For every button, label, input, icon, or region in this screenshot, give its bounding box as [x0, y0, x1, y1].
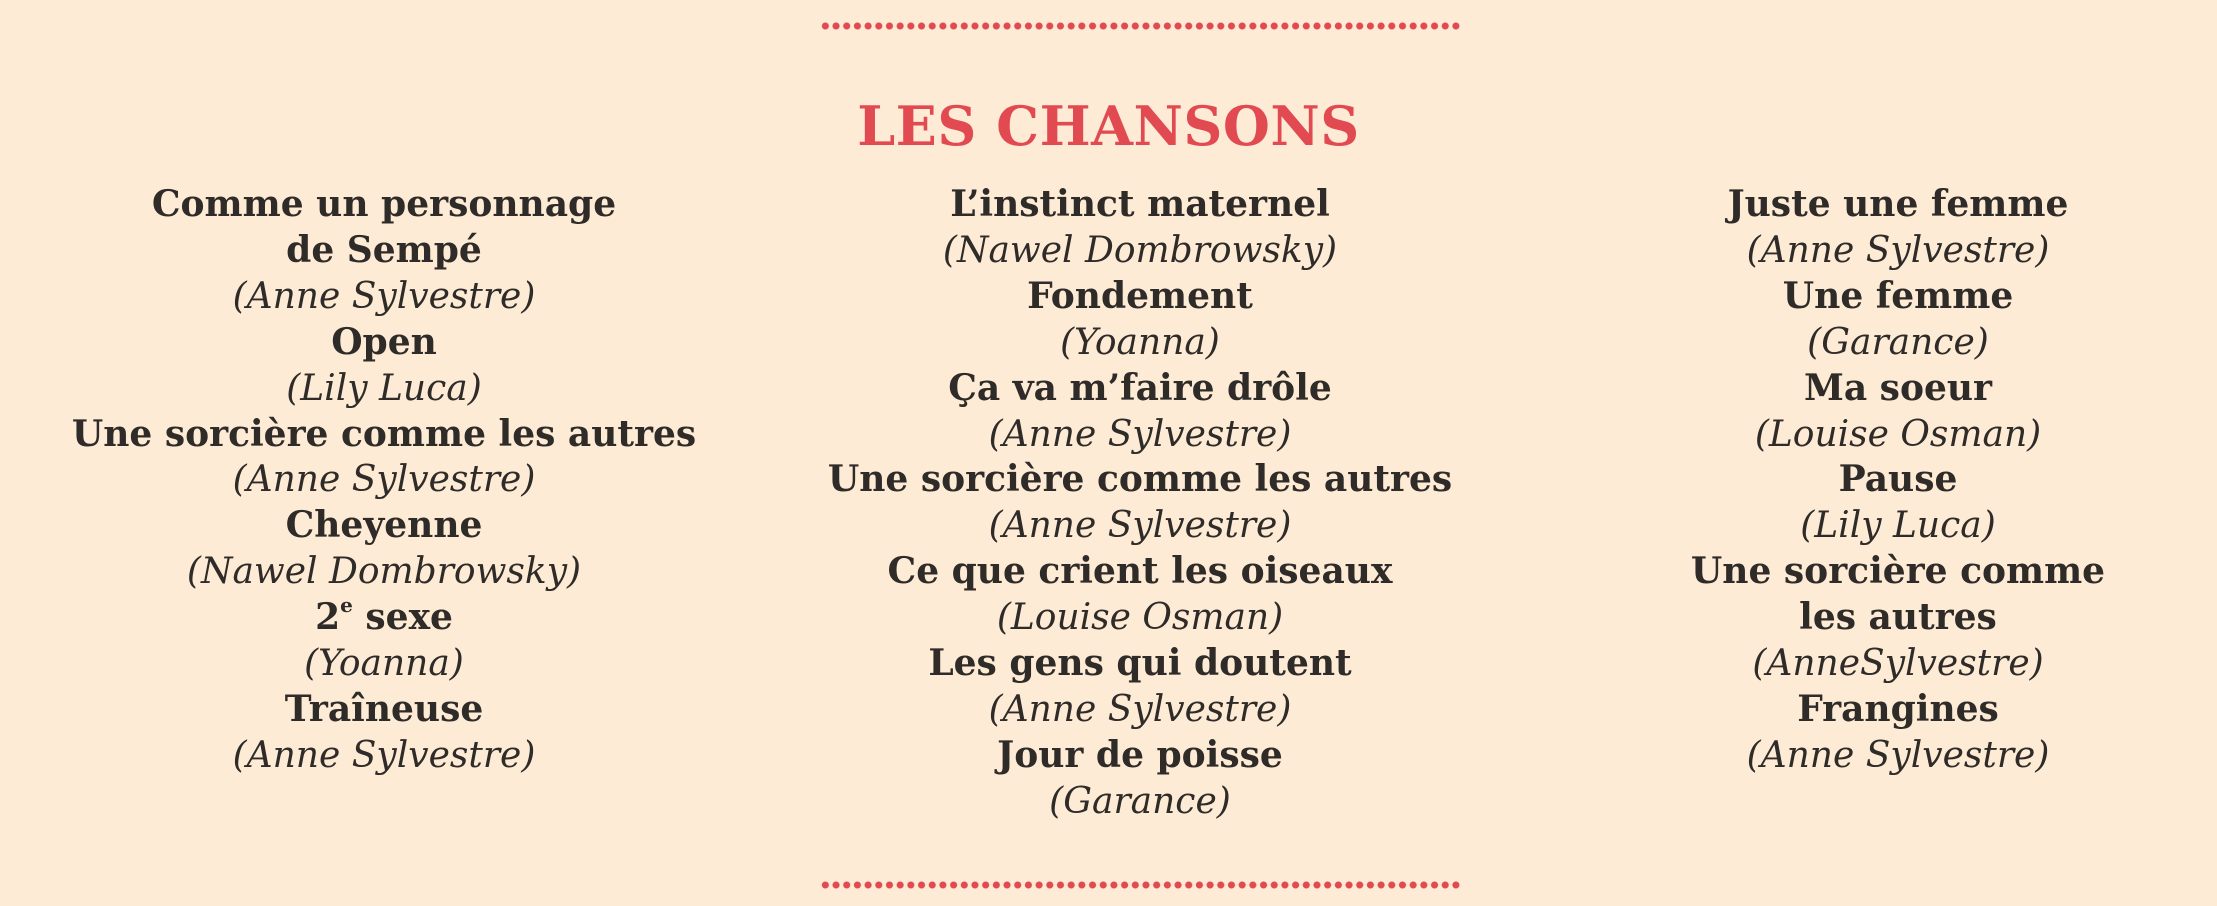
song-title: Traîneuse — [284, 687, 484, 730]
song-artist: (Anne Sylvestre) — [232, 734, 536, 776]
song-artist: (Anne Sylvestre) — [232, 459, 536, 501]
song-artist: (Louise Osman) — [1754, 413, 2042, 455]
song-title: Une femme — [1782, 274, 2014, 317]
song-artist: (Garance) — [1807, 321, 1989, 363]
song-title: L’instinct maternel — [950, 183, 1330, 225]
song-title: Cheyenne — [285, 504, 483, 547]
page-title: LES CHANSONS — [857, 94, 1360, 158]
song-artist: (Anne Sylvestre) — [988, 688, 1292, 730]
song-title-rest: sexe — [352, 596, 453, 639]
song-title: Fondement — [1027, 274, 1253, 317]
song-title: Open — [331, 320, 437, 363]
song-artist: (Anne Sylvestre) — [232, 275, 536, 317]
song-artist: (Nawel Dombrowsky) — [186, 551, 582, 593]
song-artist: (Anne Sylvestre) — [988, 413, 1292, 455]
song-column-1 — [24, 182, 744, 779]
song-title: Ça va m’faire drôle — [948, 366, 1332, 409]
song-title: Pause — [1838, 458, 1958, 501]
song-title: Juste une femme — [1727, 183, 2069, 225]
song-title — [24, 595, 744, 641]
song-artist: (Yoanna) — [1060, 321, 1220, 363]
song-artist: (Garance) — [1049, 780, 1231, 822]
song-title: Une sorcière comme les autres — [71, 412, 697, 455]
song-artist: (Anne Sylvestre) — [988, 505, 1292, 547]
song-title: Les gens qui doutent — [928, 642, 1352, 685]
song-title: les autres — [1799, 596, 1997, 639]
song-title: Jour de poisse — [997, 733, 1283, 776]
song-title: Ce que crient les oiseaux — [887, 550, 1393, 593]
song-artist: (Lily Luca) — [286, 367, 482, 409]
song-column-3 — [1538, 182, 2217, 779]
song-title: Comme un personnage — [151, 183, 617, 225]
ordinal-superscript: e — [340, 593, 353, 618]
song-title: de Sempé — [286, 228, 482, 271]
song-title: Une sorcière comme les autres — [827, 458, 1453, 501]
song-artist: (AnneSylvestre) — [1752, 643, 2044, 685]
song-artist: (Nawel Dombrowsky) — [942, 229, 1338, 271]
bottom-dotted-divider — [820, 881, 1460, 889]
top-dotted-divider — [820, 22, 1460, 30]
song-title-number: 2 — [315, 596, 341, 639]
song-artist: (Lily Luca) — [1800, 505, 1996, 547]
song-title: Une sorcière comme — [1690, 550, 2106, 593]
song-column-2 — [780, 182, 1500, 825]
song-artist: (Yoanna) — [304, 643, 464, 685]
song-title: Frangines — [1797, 687, 1999, 730]
song-artist: (Louise Osman) — [996, 597, 1284, 639]
song-artist: (Anne Sylvestre) — [1746, 229, 2050, 271]
song-artist: (Anne Sylvestre) — [1746, 734, 2050, 776]
song-title: Ma soeur — [1803, 366, 1993, 409]
